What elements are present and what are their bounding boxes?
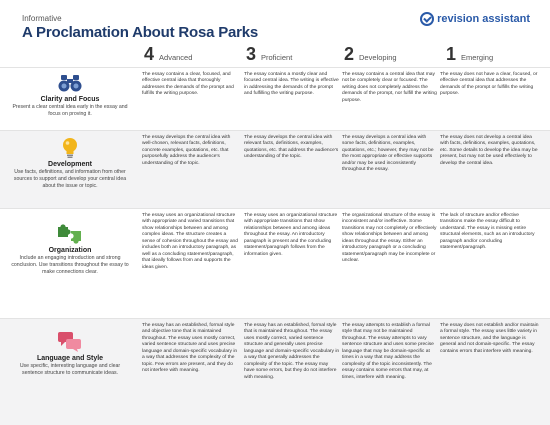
criterion-name: Clarity and Focus [40, 96, 100, 103]
criterion-description: Use specific, interesting language and clear sentence structure to communicate ideas. [19, 363, 121, 377]
criterion-description: Include an engaging introduction and strong conclusion. Use transitions throughout the essay to make connections clear. [11, 255, 129, 276]
rubric-cell-proficient: The essay uses an organizational structure with appropriate transitions that show relationships between and among ideas throughout the essay. An introductory paragraph is present and the concluding statement/paragraph follows from the information given. [244, 213, 338, 257]
criterion-description: Present a clear central idea early in the essay and focus on proving it. [12, 104, 128, 118]
rubric-cell-emerging: The essay does not develop a central idea with facts, definitions, examples, quotations, etc. Some details to develop the idea may be present, but may not be used effectively to develop the central idea. [440, 135, 538, 166]
rubric-cell-emerging: The essay does not establish and/or maintain a formal style. The essay uses little variety in sentence structure, and the language is general and not domain-specific. The essay contains errors that interfere with meaning. [440, 323, 539, 354]
speech-bubbles-icon [57, 331, 83, 353]
criterion-description: Use facts, definitions, and information from other sources to support and develop your central idea about the issue or topic. [13, 169, 127, 190]
level-label: Developing [359, 53, 397, 62]
level-number: 4 [144, 44, 155, 64]
rubric-cell-proficient: The essay contains a mostly clear and focused central idea. The writing is effective in addressing the demands of the prompt and fulfilling the writing purpose. [244, 72, 339, 97]
rubric-cell-emerging: The lack of structure and/or effective transitions make the essay difficult to understand. The essay is missing entire structural elements, such as an introductory paragraph and/or concluding statement/paragraph. [440, 213, 535, 251]
checkmark-icon [420, 12, 434, 26]
rubric-row-organization [0, 208, 550, 318]
rubric-cell-developing: The organizational structure of the essay is inconsistent and/or ineffective. Some transitions may not completely or effectively show relationships between and among ideas throughout the essay. Either an introductory paragraph or a concluding statement/paragraph may be incomplete or unclear. [342, 213, 437, 264]
criterion-name: Language and Style [36, 355, 104, 362]
rubric-cell-advanced: The essay uses an organizational structure with appropriate and varied transitions that show relationships between and among complex ideas. The structure creates a sense of cohesion throughout the essay and includes both an introductory paragraph, as well as a concluding statement/paragraph, that ideally follows from and supports the ideas given. [142, 213, 238, 270]
rubric-cell-developing: The essay develops a central idea with some facts, definitions, examples, quotations, etc.; however, they may not be the most appropriate or effective supports and/or may be used inconsistently throughout the essay. [342, 135, 434, 173]
binoculars-icon [57, 72, 83, 94]
level-number: 3 [246, 44, 257, 64]
criterion-name: Development [48, 161, 92, 168]
level-advanced [144, 44, 192, 65]
level-proficient [246, 44, 292, 65]
level-header [140, 44, 540, 66]
criterion-name: Organization [48, 247, 92, 254]
rubric-cell-developing: The essay attempts to establish a formal style that may not be maintained throughout. The essay attempts to vary sentence structure and uses some precise language that may be domain-specific at times in a way that may address the complexity of the topic inconsistently. The essay contains some errors that may, at times, interfere with meaning. [342, 323, 434, 380]
rubric-cell-advanced: The essay contains a clear, focused, and effective central idea that thoroughly addresses the demands of the prompt and fulfills the writing purpose. [142, 72, 234, 97]
criterion-development [10, 137, 130, 190]
rubric-row-development [0, 130, 550, 208]
rubric-row-clarity [0, 67, 550, 130]
rubric-cell-emerging: The essay does not have a clear, focused, or effective central idea that addresses the demands of the prompt or fulfills the writing purpose. [440, 72, 538, 97]
rubric-cell-advanced: The essay has an established, formal style and objective tone that is maintained throughout. The essay uses mostly correct, varied sentence structure and uses precise language and domain-specific vocabulary in a way that addresses the complexity of the topic. Few errors are present, and they do not interfere with meaning. [142, 323, 238, 374]
subtitle: Informative [22, 14, 62, 23]
level-developing [344, 44, 397, 65]
level-number: 2 [344, 44, 355, 64]
page-title: A Proclamation About Rosa Parks [22, 24, 259, 41]
level-label: Advanced [159, 53, 193, 62]
rubric-cell-proficient: The essay has an established, formal style that is maintained throughout. The essay uses mostly correct, varied sentence structure and generally uses precise language and domain-specific vocabulary in a way that generally addresses the complexity of the topic. The essay may have some errors, but they do not interfere with meaning. [244, 323, 340, 380]
rubric-cell-developing: The essay contains a central idea that may not be completely clear or focused. The writing does not completely address the demands of the prompt, nor fulfill the writing purpose. [342, 72, 437, 103]
level-label: Emerging [461, 53, 494, 62]
level-number: 1 [446, 44, 457, 64]
criterion-language [10, 331, 130, 377]
brand-name: revision assistant [437, 13, 530, 25]
lightbulb-icon [57, 137, 83, 159]
rubric-cell-proficient: The essay develops the central idea with relevant facts, definitions, examples, quotations, etc. that address the audience's understanding of the topic. [244, 135, 339, 160]
level-emerging [446, 44, 493, 65]
criterion-clarity [10, 72, 130, 118]
brand-logo [420, 12, 530, 26]
rubric-cell-advanced: The essay develops the central idea with well-chosen, relevant facts, definitions, concrete examples, quotations, etc. that purposefully address the audience's understanding of the topic. [142, 135, 231, 166]
level-label: Proficient [261, 53, 293, 62]
rubric-row-language [0, 318, 550, 425]
puzzle-icon [57, 223, 83, 245]
criterion-organization [10, 223, 130, 276]
